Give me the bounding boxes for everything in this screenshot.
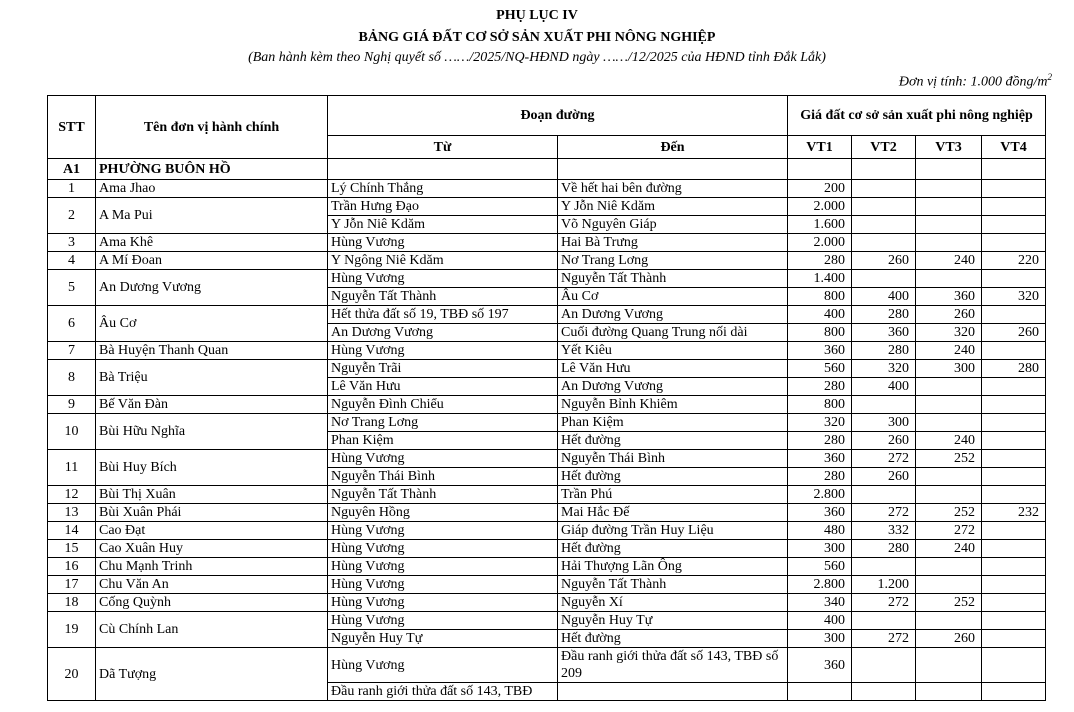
price-vt2: 260 xyxy=(852,468,916,486)
price-vt2 xyxy=(852,612,916,630)
segment-to: Hết đường xyxy=(558,630,788,648)
price-vt2: 280 xyxy=(852,540,916,558)
price-vt2: 320 xyxy=(852,360,916,378)
table-row xyxy=(48,486,1046,504)
segment-to: Mai Hắc Đế xyxy=(558,504,788,522)
row-stt: 14 xyxy=(48,522,96,540)
row-stt: 8 xyxy=(48,360,96,396)
land-price-table xyxy=(47,95,1046,701)
price-vt4 xyxy=(982,522,1046,540)
price-vt1: 280 xyxy=(788,252,852,270)
price-vt4 xyxy=(982,198,1046,216)
price-vt4 xyxy=(982,683,1046,701)
segment-from: Phan Kiệm xyxy=(328,432,558,450)
price-vt3 xyxy=(916,216,982,234)
row-stt: 9 xyxy=(48,396,96,414)
price-vt3: 260 xyxy=(916,306,982,324)
segment-to: Hai Bà Trưng xyxy=(558,234,788,252)
price-vt2 xyxy=(852,216,916,234)
price-vt3: 300 xyxy=(916,360,982,378)
price-vt1: 280 xyxy=(788,432,852,450)
table-row xyxy=(48,504,1046,522)
row-stt: 12 xyxy=(48,486,96,504)
segment-to: Âu Cơ xyxy=(558,288,788,306)
segment-to xyxy=(558,683,788,701)
row-stt: 11 xyxy=(48,450,96,486)
row-unit-name: Bùi Thị Xuân xyxy=(96,486,328,504)
price-vt1: 360 xyxy=(788,450,852,468)
price-vt1 xyxy=(788,683,852,701)
price-vt4 xyxy=(982,540,1046,558)
row-unit-name: Bà Triệu xyxy=(96,360,328,396)
price-vt4 xyxy=(982,180,1046,198)
row-unit-name: Cao Đạt xyxy=(96,522,328,540)
price-vt2: 272 xyxy=(852,594,916,612)
table-row xyxy=(48,414,1046,432)
row-unit-name: Dã Tượng xyxy=(96,648,328,701)
price-vt1: 2.800 xyxy=(788,576,852,594)
price-vt1: 300 xyxy=(788,540,852,558)
row-stt: 15 xyxy=(48,540,96,558)
price-vt3: 272 xyxy=(916,522,982,540)
price-vt2: 332 xyxy=(852,522,916,540)
row-unit-name: Cù Chính Lan xyxy=(96,612,328,648)
price-vt4: 320 xyxy=(982,288,1046,306)
price-vt4 xyxy=(982,234,1046,252)
price-vt2: 280 xyxy=(852,342,916,360)
price-vt2: 400 xyxy=(852,378,916,396)
segment-to: Yết Kiêu xyxy=(558,342,788,360)
row-unit-name: Bùi Hữu Nghĩa xyxy=(96,414,328,450)
row-unit-name: Chu Mạnh Trinh xyxy=(96,558,328,576)
segment-to: Cuối đường Quang Trung nối dài xyxy=(558,324,788,342)
row-unit-name: Bế Văn Đàn xyxy=(96,396,328,414)
segment-from: Hùng Vương xyxy=(328,522,558,540)
row-unit-name: Bùi Huy Bích xyxy=(96,450,328,486)
row-stt: 6 xyxy=(48,306,96,342)
price-vt2: 300 xyxy=(852,414,916,432)
segment-to: Đầu ranh giới thửa đất số 143, TBĐ số 209 xyxy=(558,648,788,683)
segment-from: Nguyễn Huy Tự xyxy=(328,630,558,648)
price-vt2 xyxy=(852,234,916,252)
segment-to: Hải Thượng Lãn Ông xyxy=(558,558,788,576)
price-vt2 xyxy=(852,396,916,414)
segment-from: Y Ngông Niê Kdăm xyxy=(328,252,558,270)
row-unit-name: Ama Jhao xyxy=(96,180,328,198)
price-vt2: 1.200 xyxy=(852,576,916,594)
segment-to: Nơ Trang Lơng xyxy=(558,252,788,270)
segment-from: Hùng Vương xyxy=(328,576,558,594)
table-row xyxy=(48,450,1046,468)
price-vt4 xyxy=(982,648,1046,683)
segment-from: Lê Văn Hưu xyxy=(328,378,558,396)
row-stt: 19 xyxy=(48,612,96,648)
row-unit-name: A Mí Đoan xyxy=(96,252,328,270)
price-vt4 xyxy=(982,270,1046,288)
segment-from: Y Jỗn Niê Kdăm xyxy=(328,216,558,234)
segment-to: Nguyễn Bỉnh Khiêm xyxy=(558,396,788,414)
price-vt1: 360 xyxy=(788,504,852,522)
price-vt4 xyxy=(982,306,1046,324)
segment-to: Về hết hai bên đường xyxy=(558,180,788,198)
table-row xyxy=(48,342,1046,360)
price-vt3 xyxy=(916,198,982,216)
segment-from: Đầu ranh giới thửa đất số 143, TBĐ xyxy=(328,683,558,701)
segment-from: Nguyễn Tất Thành xyxy=(328,486,558,504)
row-unit-name: Bùi Xuân Phái xyxy=(96,504,328,522)
price-vt4 xyxy=(982,216,1046,234)
price-vt1: 200 xyxy=(788,180,852,198)
price-vt1: 2.800 xyxy=(788,486,852,504)
price-vt2 xyxy=(852,683,916,701)
price-vt1: 360 xyxy=(788,342,852,360)
price-vt3: 240 xyxy=(916,432,982,450)
price-vt1: 2.000 xyxy=(788,198,852,216)
price-vt3: 320 xyxy=(916,324,982,342)
section-code: A1 xyxy=(48,159,96,180)
segment-to: Phan Kiệm xyxy=(558,414,788,432)
price-vt2 xyxy=(852,558,916,576)
segment-from: Trần Hưng Đạo xyxy=(328,198,558,216)
segment-from: Hùng Vương xyxy=(328,270,558,288)
table-row xyxy=(48,198,1046,216)
segment-from: Hùng Vương xyxy=(328,234,558,252)
price-vt3: 360 xyxy=(916,288,982,306)
price-vt4 xyxy=(982,342,1046,360)
table-row xyxy=(48,594,1046,612)
segment-from: Hùng Vương xyxy=(328,648,558,683)
price-vt2: 272 xyxy=(852,504,916,522)
price-vt2 xyxy=(852,648,916,683)
table-row xyxy=(48,540,1046,558)
price-vt4 xyxy=(982,414,1046,432)
price-vt2: 260 xyxy=(852,432,916,450)
price-vt2: 272 xyxy=(852,450,916,468)
price-vt4: 220 xyxy=(982,252,1046,270)
segment-from: Nguyên Hồng xyxy=(328,504,558,522)
table-row xyxy=(48,306,1046,324)
price-vt1: 340 xyxy=(788,594,852,612)
row-stt: 7 xyxy=(48,342,96,360)
price-vt1: 400 xyxy=(788,306,852,324)
price-vt2: 360 xyxy=(852,324,916,342)
segment-from: Lý Chính Thắng xyxy=(328,180,558,198)
col-unit-name: Tên đơn vị hành chính xyxy=(96,96,328,159)
price-vt3: 240 xyxy=(916,540,982,558)
col-vt3: VT3 xyxy=(916,136,982,159)
table-row xyxy=(48,612,1046,630)
table-row xyxy=(48,396,1046,414)
price-vt3 xyxy=(916,558,982,576)
price-vt2 xyxy=(852,486,916,504)
segment-to: Võ Nguyên Giáp xyxy=(558,216,788,234)
segment-from: Nơ Trang Lơng xyxy=(328,414,558,432)
row-unit-name: Âu Cơ xyxy=(96,306,328,342)
segment-from: Hùng Vương xyxy=(328,558,558,576)
price-vt2: 400 xyxy=(852,288,916,306)
segment-from: Nguyễn Đình Chiểu xyxy=(328,396,558,414)
price-vt2 xyxy=(852,198,916,216)
row-unit-name: Cao Xuân Huy xyxy=(96,540,328,558)
price-vt4: 260 xyxy=(982,324,1046,342)
price-vt3 xyxy=(916,576,982,594)
resolution-note: (Ban hành kèm theo Nghị quyết số ……/2025/NQ-HĐND ngày ……/12/2025 của HĐND tỉnh Đắk Lắk) xyxy=(248,50,826,65)
price-vt3: 252 xyxy=(916,504,982,522)
price-vt3: 252 xyxy=(916,450,982,468)
row-stt: 10 xyxy=(48,414,96,450)
price-vt1: 800 xyxy=(788,324,852,342)
row-unit-name: Bà Huyện Thanh Quan xyxy=(96,342,328,360)
table-row xyxy=(48,558,1046,576)
segment-from: Nguyễn Thái Bình xyxy=(328,468,558,486)
price-vt1: 280 xyxy=(788,468,852,486)
price-vt2 xyxy=(852,270,916,288)
col-vt1: VT1 xyxy=(788,136,852,159)
price-vt4: 232 xyxy=(982,504,1046,522)
price-vt4: 280 xyxy=(982,360,1046,378)
appendix-title: PHỤ LỤC IV xyxy=(496,8,578,23)
price-vt1: 560 xyxy=(788,360,852,378)
segment-to: Hết đường xyxy=(558,432,788,450)
row-unit-name: Chu Văn An xyxy=(96,576,328,594)
price-vt3: 240 xyxy=(916,342,982,360)
price-vt4 xyxy=(982,432,1046,450)
segment-to: Giáp đường Trần Huy Liệu xyxy=(558,522,788,540)
price-vt1: 800 xyxy=(788,288,852,306)
price-vt2: 272 xyxy=(852,630,916,648)
segment-to: Nguyễn Tất Thành xyxy=(558,576,788,594)
segment-to: Nguyễn Thái Bình xyxy=(558,450,788,468)
segment-from: Hùng Vương xyxy=(328,612,558,630)
price-vt3 xyxy=(916,648,982,683)
table-row xyxy=(48,252,1046,270)
price-vt1: 1.600 xyxy=(788,216,852,234)
table-row xyxy=(48,648,1046,683)
table-row xyxy=(48,234,1046,252)
segment-to: Lê Văn Hưu xyxy=(558,360,788,378)
segment-from: Nguyễn Trãi xyxy=(328,360,558,378)
segment-to: Nguyễn Huy Tự xyxy=(558,612,788,630)
table-row xyxy=(48,270,1046,288)
segment-to: Nguyễn Xí xyxy=(558,594,788,612)
price-vt2: 260 xyxy=(852,252,916,270)
segment-from: An Dương Vương xyxy=(328,324,558,342)
table-title: BẢNG GIÁ ĐẤT CƠ SỞ SẢN XUẤT PHI NÔNG NGHIỆP xyxy=(358,30,716,45)
price-vt4 xyxy=(982,576,1046,594)
row-stt: 5 xyxy=(48,270,96,306)
section-name: PHƯỜNG BUÔN HỒ xyxy=(96,159,328,180)
table-row xyxy=(48,576,1046,594)
segment-from: Hùng Vương xyxy=(328,594,558,612)
price-vt1: 2.000 xyxy=(788,234,852,252)
price-vt3 xyxy=(916,468,982,486)
price-vt3 xyxy=(916,683,982,701)
table-row xyxy=(48,360,1046,378)
row-stt: 1 xyxy=(48,180,96,198)
segment-to: An Dương Vương xyxy=(558,378,788,396)
col-vt2: VT2 xyxy=(852,136,916,159)
segment-from: Hùng Vương xyxy=(328,540,558,558)
row-unit-name: Ama Khê xyxy=(96,234,328,252)
price-vt1: 280 xyxy=(788,378,852,396)
row-stt: 17 xyxy=(48,576,96,594)
price-vt4 xyxy=(982,450,1046,468)
price-vt3 xyxy=(916,180,982,198)
segment-from: Nguyễn Tất Thành xyxy=(328,288,558,306)
segment-to: An Dương Vương xyxy=(558,306,788,324)
col-stt: STT xyxy=(48,96,96,159)
price-vt4 xyxy=(982,378,1046,396)
col-price: Giá đất cơ sở sản xuất phi nông nghiệp xyxy=(788,96,1046,136)
segment-to: Hết đường xyxy=(558,540,788,558)
price-vt4 xyxy=(982,396,1046,414)
price-vt4 xyxy=(982,594,1046,612)
row-unit-name: An Dương Vương xyxy=(96,270,328,306)
segment-to: Hết đường xyxy=(558,468,788,486)
price-vt3 xyxy=(916,378,982,396)
col-from: Từ xyxy=(328,136,558,159)
segment-to: Nguyễn Tất Thành xyxy=(558,270,788,288)
col-vt4: VT4 xyxy=(982,136,1046,159)
row-stt: 18 xyxy=(48,594,96,612)
table-row xyxy=(48,180,1046,198)
col-to: Đến xyxy=(558,136,788,159)
price-vt4 xyxy=(982,486,1046,504)
price-vt1: 800 xyxy=(788,396,852,414)
price-vt3 xyxy=(916,270,982,288)
price-vt3: 252 xyxy=(916,594,982,612)
price-vt3 xyxy=(916,234,982,252)
price-vt4 xyxy=(982,558,1046,576)
price-vt4 xyxy=(982,468,1046,486)
price-vt3: 260 xyxy=(916,630,982,648)
price-vt3 xyxy=(916,486,982,504)
price-vt4 xyxy=(982,612,1046,630)
price-vt4 xyxy=(982,630,1046,648)
row-stt: 13 xyxy=(48,504,96,522)
segment-from: Hùng Vương xyxy=(328,450,558,468)
row-unit-name: Cống Quỳnh xyxy=(96,594,328,612)
col-segment: Đoạn đường xyxy=(328,96,788,136)
row-stt: 16 xyxy=(48,558,96,576)
price-vt1: 480 xyxy=(788,522,852,540)
row-unit-name: A Ma Pui xyxy=(96,198,328,234)
price-vt3: 240 xyxy=(916,252,982,270)
row-stt: 20 xyxy=(48,648,96,701)
price-vt3 xyxy=(916,612,982,630)
price-vt1: 560 xyxy=(788,558,852,576)
price-vt1: 320 xyxy=(788,414,852,432)
price-vt2 xyxy=(852,180,916,198)
price-vt1: 1.400 xyxy=(788,270,852,288)
price-vt1: 300 xyxy=(788,630,852,648)
price-vt1: 360 xyxy=(788,648,852,683)
unit-note: Đơn vị tính: 1.000 đồng/$m^2$ xyxy=(898,72,1052,90)
row-stt: 4 xyxy=(48,252,96,270)
row-stt: 3 xyxy=(48,234,96,252)
segment-to: Y Jỗn Niê Kdăm xyxy=(558,198,788,216)
segment-from: Hùng Vương xyxy=(328,342,558,360)
segment-to: Trần Phú xyxy=(558,486,788,504)
row-stt: 2 xyxy=(48,198,96,234)
price-vt1: 400 xyxy=(788,612,852,630)
segment-from: Hết thửa đất số 19, TBĐ số 197 xyxy=(328,306,558,324)
table-row xyxy=(48,522,1046,540)
price-vt3 xyxy=(916,414,982,432)
price-vt2: 280 xyxy=(852,306,916,324)
price-vt3 xyxy=(916,396,982,414)
